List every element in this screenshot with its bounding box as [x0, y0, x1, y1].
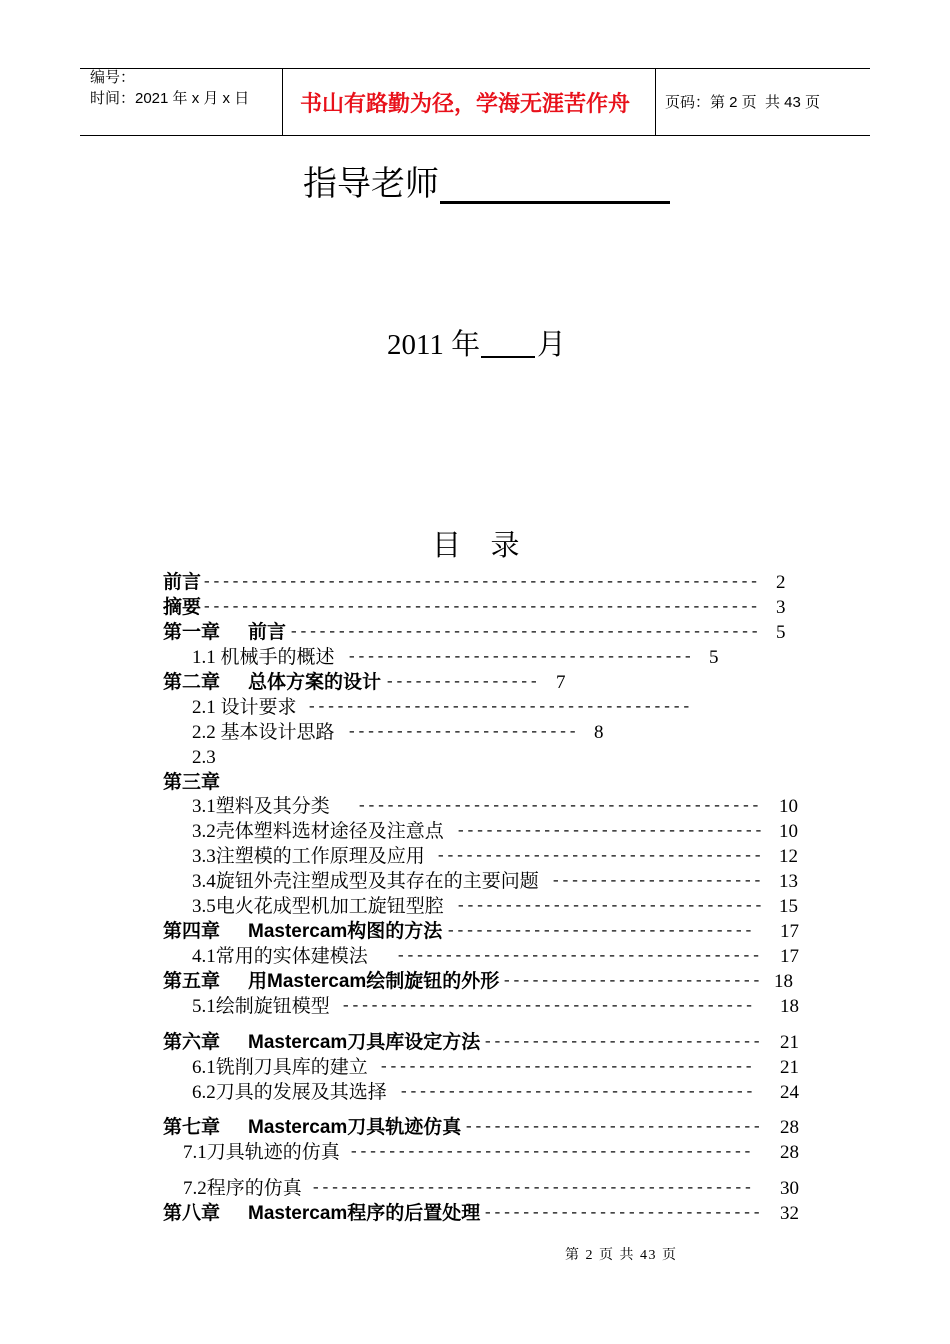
toc-entry-page-number: 8 [594, 721, 604, 743]
toc-entry-dot-leader: ---------------------- [551, 871, 763, 890]
toc-entry [0, 919, 950, 944]
serial-number-label: 编号： [90, 69, 136, 86]
toc-entry-page-number: 7 [556, 671, 566, 693]
toc-entry-label: 7.1刀具轨迹的仿真 [183, 1141, 340, 1163]
toc-entry-title: Mastercam刀具轨迹仿真 [248, 1116, 462, 1138]
toc-entry-page-number: 13 [779, 870, 798, 892]
toc-entry-page-number: 5 [776, 621, 786, 643]
toc-entry-label: 3.2壳体塑料选材途径及注意点 [192, 820, 444, 842]
toc-entry [0, 894, 950, 919]
toc-entry [0, 570, 950, 595]
toc-entry [0, 1140, 950, 1165]
toc-entry-label: 第五章 [163, 970, 221, 992]
toc-entry-dot-leader: ---------------------------------- [436, 846, 763, 865]
toc-entry-page-number: 5 [709, 646, 719, 668]
toc-entry [0, 1080, 950, 1105]
toc-entry [0, 1030, 950, 1055]
toc-entry [0, 969, 950, 994]
toc-entry-dot-leader: ---------------------------------------- [307, 697, 692, 716]
toc-entry-dot-leader: ------------------------------------- [399, 1082, 755, 1101]
toc-entry-label: 5.1绘制旋钮模型 [192, 995, 330, 1017]
date-label: 时间：2021 年 x 月 x 日 [90, 90, 250, 107]
toc-entry-dot-leader: ---------------------------------------------- [311, 1178, 753, 1197]
toc-entry-label: 1.1 机械手的概述 [192, 646, 335, 668]
toc-entry-page-number: 21 [780, 1056, 799, 1078]
toc-entry-page-number: 2 [776, 571, 786, 593]
toc-title: 目 录 [432, 530, 525, 562]
toc-entry-label: 6.2刀具的发展及其选择 [192, 1081, 387, 1103]
toc-entry-page-number: 10 [779, 795, 798, 817]
toc-entry-dot-leader: ------------------------------------------ [357, 796, 761, 815]
toc-entry [0, 1115, 950, 1140]
toc-entry-dot-leader: ------------------------------------ [347, 647, 693, 666]
toc-entry-label: 3.4旋钮外壳注塑成型及其存在的主要问题 [192, 870, 539, 892]
toc-entry-label: 第八章 [163, 1202, 221, 1224]
page-info-label: 页码：第 2 页 共 43 页 [665, 94, 821, 111]
toc-entry-page-number: 24 [780, 1081, 799, 1103]
toc-entry-dot-leader: ---------------------------------------------------------- [202, 597, 759, 616]
toc-entry [0, 1055, 950, 1080]
toc-entry [0, 1176, 950, 1201]
toc-entry-label: 7.2程序的仿真 [183, 1177, 302, 1199]
motto-text: 书山有路勤为径，学海无涯苦作舟 [300, 91, 631, 116]
toc-entry-title: 用Mastercam绘制旋钮的外形 [248, 970, 500, 992]
toc-entry-dot-leader: ------------------------------- [464, 1117, 762, 1136]
toc-entry [0, 695, 950, 720]
toc-entry-page-number: 30 [780, 1177, 799, 1199]
toc-entry-label: 3.1塑料及其分类 [192, 795, 330, 817]
toc-entry-label: 2.1 设计要求 [192, 696, 297, 718]
toc-entry [0, 944, 950, 969]
toc-entry-label: 第一章 [163, 621, 221, 643]
toc-entry-title: Mastercam构图的方法 [248, 920, 443, 942]
year-label: 2011 年 [387, 329, 481, 361]
toc-entry-dot-leader: ----------------------------- [483, 1032, 762, 1051]
toc-entry-dot-leader: --------------------------------------- [379, 1057, 754, 1076]
toc-entry-dot-leader: -------------------------------- [456, 821, 764, 840]
toc-entry-label: 第七章 [163, 1116, 221, 1138]
toc-entry-dot-leader: ------------------------ [347, 722, 578, 741]
toc-entry-page-number: 28 [780, 1141, 799, 1163]
toc-entry-label: 第二章 [163, 671, 221, 693]
toc-entry-label: 2.2 基本设计思路 [192, 721, 335, 743]
toc-entry-dot-leader: ------------------------------------------------- [289, 622, 760, 641]
toc-entry-label: 第四章 [163, 920, 221, 942]
toc-entry-dot-leader: ----------------------------- [483, 1203, 762, 1222]
toc-entry-label: 3.5电火花成型机加工旋钮型腔 [192, 895, 444, 917]
toc-entry-label: 前言 [163, 571, 202, 593]
toc-entry [0, 720, 950, 745]
toc-entry [0, 994, 950, 1019]
toc-entry-label: 第三章 [163, 771, 221, 793]
toc-entry [0, 595, 950, 620]
toc-entry-dot-leader: -------------------------------------- [396, 946, 761, 965]
toc-entry-dot-leader: ---------------- [385, 672, 539, 691]
toc-entry-dot-leader: ------------------------------------------- [341, 996, 754, 1015]
toc-entry-page-number: 3 [776, 596, 786, 618]
toc-entry-dot-leader: --------------------------- [502, 971, 762, 990]
toc-entry-label: 3.3注塑模的工作原理及应用 [192, 845, 425, 867]
toc-entry-label: 2.3 [192, 746, 216, 768]
toc-entry [0, 620, 950, 645]
toc-entry-page-number: 32 [780, 1202, 799, 1224]
toc-entry-page-number: 17 [780, 945, 799, 967]
toc-entry [0, 794, 950, 819]
toc-entry-page-number: 15 [779, 895, 798, 917]
toc-entry-title: Mastercam刀具库设定方法 [248, 1031, 481, 1053]
toc-entry-dot-leader: ------------------------------------------ [349, 1142, 753, 1161]
toc-entry-title: Mastercam程序的后置处理 [248, 1202, 481, 1224]
toc-entry [0, 869, 950, 894]
toc-entry-label: 摘要 [163, 596, 202, 618]
toc-entry-dot-leader: -------------------------------- [446, 921, 754, 940]
toc-entry [0, 770, 950, 795]
toc-entry-title: 前言 [248, 621, 287, 643]
toc-entry-page-number: 28 [780, 1116, 799, 1138]
toc-entry [0, 1201, 950, 1226]
toc-entry-dot-leader: -------------------------------- [456, 896, 764, 915]
footer-page-number: 第 2 页 共 43 页 [565, 1248, 678, 1263]
toc-entry-label: 6.1铣削刀具库的建立 [192, 1056, 368, 1078]
toc-entry-title: 总体方案的设计 [248, 671, 382, 693]
toc-entry [0, 819, 950, 844]
month-label: 月 [537, 329, 567, 361]
toc-entry-page-number: 18 [780, 995, 799, 1017]
toc-entry [0, 844, 950, 869]
toc-entry-page-number: 12 [779, 845, 798, 867]
toc-entry-page-number: 10 [779, 820, 798, 842]
toc-entry-label: 4.1常用的实体建模法 [192, 945, 368, 967]
advisor-label: 指导老师 [303, 166, 439, 203]
toc-entry-label: 第六章 [163, 1031, 221, 1053]
toc-entry-page-number: 21 [780, 1031, 799, 1053]
toc-entry-page-number: 17 [780, 920, 799, 942]
toc-entry [0, 670, 950, 695]
toc-entry [0, 745, 950, 770]
toc-entry [0, 645, 950, 670]
toc-entry-dot-leader: ---------------------------------------------------------- [202, 572, 759, 591]
toc-entry-page-number: 18 [774, 970, 793, 992]
